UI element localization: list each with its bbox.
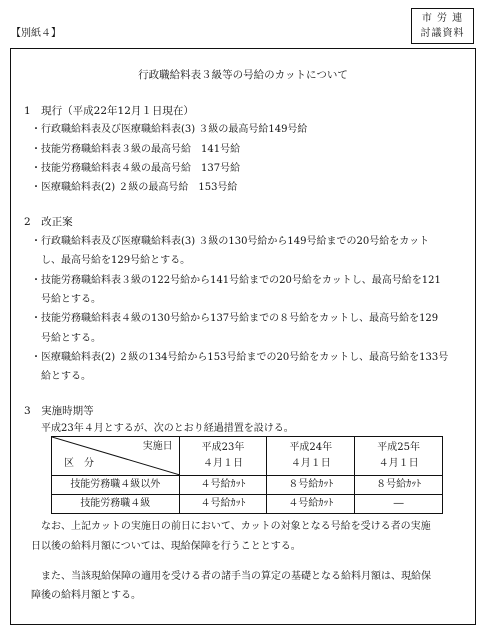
transition-schedule-table [51,436,443,514]
proposal-item-line: ・行政職給料表及び医療職給料表(3) ３級の130号給から149号給までの20号給をカット [31,236,430,247]
table-row [52,495,443,514]
column-year: 平成24年 [289,442,333,453]
proposal-item-line: し、最高号給を129号給とする。 [41,255,191,266]
table-header-row [52,437,443,476]
row-label: 技能労務職４級 [52,495,180,514]
discussion-material-stamp [411,8,474,44]
note-line: 障後の給料月額とする。 [31,590,141,601]
table-cell: ― [355,495,443,514]
document-title: 行政職給料表３級等の号給のカットについて [138,69,348,81]
note-line: なお、上記カットの実施日の前日において、カットの対象となる号給を受ける者の実施 [41,521,431,532]
table-cell: ８号給ｶｯﾄ [267,476,355,495]
table-cell: ４号給ｶｯﾄ [179,495,267,514]
proposal-item-line: 号給とする。 [41,294,101,305]
section-timing-heading: 3 実施時期等 [24,405,94,417]
note-line: また、当該現給保障の適用を受ける者の諸手当の算定の基礎となる給料月額は、現給保 [41,571,431,582]
table-corner-cell [52,437,180,476]
table-row [52,476,443,495]
section-current-heading: 1 現行（平成22年12月１日現在） [24,105,194,117]
note-line: 日以後の給料月額については、現給保障を行うこととする。 [31,541,301,552]
row-label: 技能労務職４級以外 [52,476,180,495]
current-item: ・医療職給料表(2) ２級の最高号給 153号給 [31,182,238,193]
proposal-item-line: ・医療職給料表(2) ２級の134号給から153号給までの20号給をカットし、最高号給を133号 [31,352,449,363]
current-item: ・技能労務職給料表４級の最高号給 137号給 [31,163,241,174]
corner-label-category: 区分 [64,458,104,469]
column-header [355,437,443,476]
proposal-item-line: 号給とする。 [41,333,101,344]
column-date: ４月１日 [290,458,331,469]
column-date: ４月１日 [203,458,244,469]
stamp-line-1: 市 労 連 [421,13,464,24]
timing-intro: 平成23年４月とするが、次のとおり経過措置を設ける。 [41,423,294,434]
table-cell: ４号給ｶｯﾄ [179,476,267,495]
column-year: 平成23年 [201,442,245,453]
attachment-label: 【別紙４】 [11,28,61,39]
current-item: ・技能労務職給料表３級の最高号給 141号給 [31,144,241,155]
table-cell: ８号給ｶｯﾄ [355,476,443,495]
proposal-item-line: ・技能労務職給料表４級の130号給から137号給までの８号給をカットし、最高号給を129 [31,313,439,324]
proposal-item-line: 給とする。 [41,371,91,382]
column-year: 平成25年 [377,442,420,453]
corner-label-date: 実施日 [142,441,173,452]
column-header [179,437,267,476]
stamp-line-2: 討議資料 [420,28,465,39]
column-date: ４月１日 [378,458,419,469]
column-header [267,437,355,476]
current-item: ・行政職給料表及び医療職給料表(3) ３級の最高号給149号給 [31,124,308,135]
table-cell: ４号給ｶｯﾄ [267,495,355,514]
section-proposal-heading: 2 改正案 [24,216,73,228]
proposal-item-line: ・技能労務職給料表３級の122号給から141号給までの20号給をカットし、最高号給を121 [31,275,441,286]
